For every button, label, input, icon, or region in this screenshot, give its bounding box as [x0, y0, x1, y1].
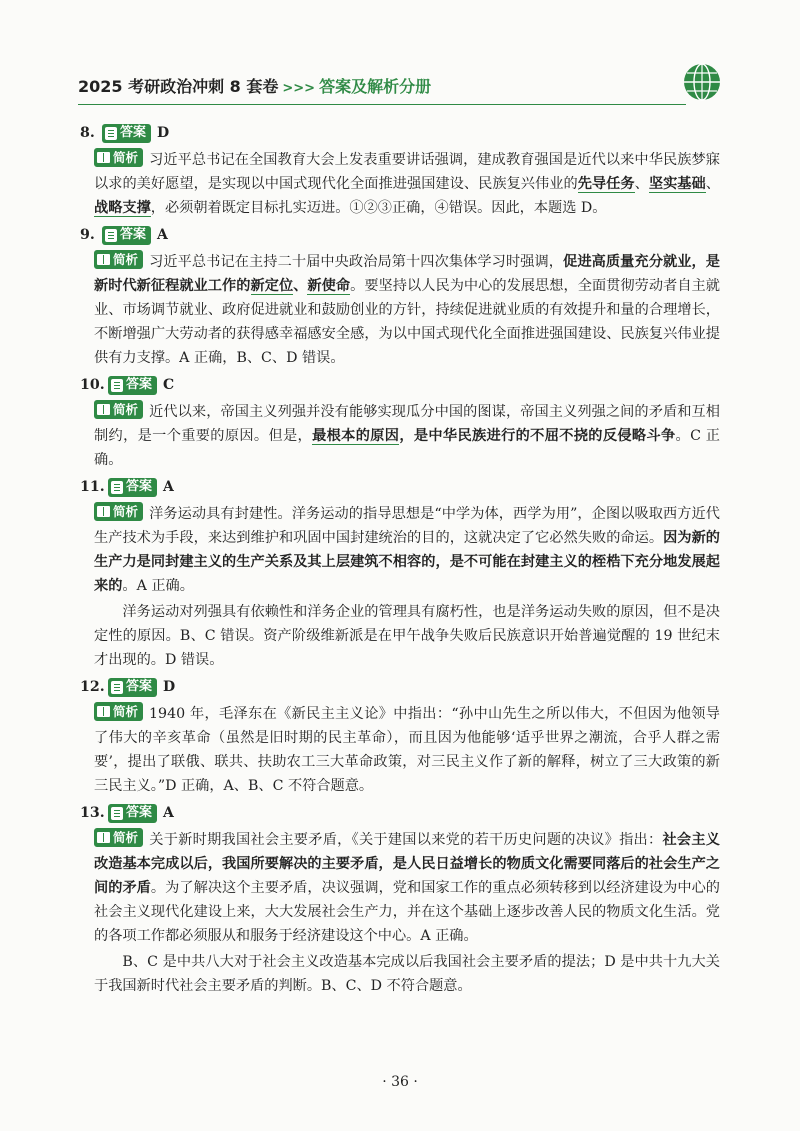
analysis-10 — [80, 400, 720, 472]
analysis-13-continued: B、C 是中共八大对于社会主义改造基本完成以后我国社会主要矛盾的提法；D 是中共十九大关于我国新时代社会主要矛盾的判断。B、C、D 不符合题意。 — [94, 954, 720, 994]
answer-row-10 — [80, 372, 720, 398]
globe-logo-icon — [682, 62, 722, 102]
separator: 、 — [293, 278, 308, 294]
analysis-tag — [94, 702, 143, 721]
book-icon — [97, 506, 110, 517]
analysis-13 — [80, 828, 720, 948]
analysis-label: 简析 — [113, 504, 139, 519]
answer-row-13 — [80, 800, 720, 826]
analysis-label: 简析 — [113, 252, 139, 267]
question-number: 8. — [80, 125, 95, 141]
question-number: 11. — [80, 479, 105, 495]
separator: 、 — [705, 176, 720, 192]
key-term: 坚实基础 — [648, 176, 706, 192]
emphasis-text: 因为新的生产力是同封建主义的生产关系及其上层建筑不相容的，是不可能在封建主义的桎梏下充分地发展起来的 — [94, 530, 720, 594]
analysis-text: 。要坚持以人民为中心的发展思想，全面贯彻劳动者自主就业、市场调节就业、政府促进就业和鼓励创业的方针，持续促进就业质的有效提升和量的合理增长，不断增强广大劳动者的获得感幸福感安全感，为以中国式现代化全面推进强国建设、民族复兴伟业提供有力支撑。A 正确，B、C、D 错误。 — [94, 278, 720, 366]
book-title: 2025 考研政治冲刺 8 套卷 — [78, 77, 279, 96]
pencil-note-icon — [105, 229, 117, 242]
analysis-text: 。A 正确。 — [122, 578, 194, 594]
key-term: 战略支撑 — [94, 200, 151, 216]
answers-content — [80, 118, 720, 998]
question-number: 9. — [80, 227, 95, 243]
answer-row-12 — [80, 674, 720, 700]
key-term: 最根本的原因 — [312, 428, 400, 444]
answer-tag — [108, 678, 157, 697]
pencil-note-icon — [111, 807, 123, 820]
answer-row-8 — [80, 120, 720, 146]
analysis-label: 简析 — [113, 830, 139, 845]
analysis-tag — [94, 828, 143, 847]
analysis-11 — [80, 502, 720, 598]
emphasis-text: 促进高质量充分就业，是新时代新征程就业工作的 — [94, 254, 720, 294]
analysis-text: 1940 年，毛泽东在《新民主主义论》中指出：“孙中山先生之所以伟大，不但因为他领导了伟大的辛亥革命（虽然是旧时期的民主革命），而且因为他能够‘适乎世界之潮流，合乎人群之需要’，提出了联俄、联共、扶助农工三大革命政策，对三民主义作了新的解释，树立了三大政策的新三民主义。”D 正确，A、B、C 不符合题意。 — [94, 706, 720, 794]
question-number: 12. — [80, 679, 105, 695]
analysis-tag — [94, 400, 143, 419]
header-rule — [78, 104, 686, 105]
analysis-text: ，必须朝着既定目标扎实迈进。①②③正确，④错误。因此，本题选 D。 — [150, 200, 607, 216]
analysis-12 — [80, 702, 720, 798]
page-header — [78, 58, 722, 114]
answer-label: 答案 — [120, 227, 147, 242]
analysis-9 — [80, 250, 720, 370]
analysis-text: 。为了解决这个主要矛盾，决议强调，党和国家工作的重点必须转移到以经济建设为中心的社会主义现代化建设上来，大大发展社会生产力，并在这个基础上逐步改善人民的物质文化生活。党的各项工作都必须服从和服务于经济建设这个中心。A 正确。 — [94, 880, 720, 944]
book-icon — [97, 254, 110, 265]
question-number: 13. — [80, 805, 105, 821]
analysis-label: 简析 — [113, 704, 139, 719]
separator: 、 — [634, 176, 649, 192]
answer-letter: A — [157, 227, 168, 243]
analysis-8 — [80, 148, 720, 220]
answer-tag — [108, 478, 157, 497]
header-arrows: >>> — [282, 81, 316, 96]
pencil-note-icon — [105, 127, 117, 140]
analysis-label: 简析 — [113, 402, 139, 417]
pencil-note-icon — [111, 379, 123, 392]
answer-letter: A — [163, 805, 174, 821]
answer-letter: D — [163, 679, 176, 695]
book-icon — [97, 832, 110, 843]
answer-label: 答案 — [126, 479, 153, 494]
key-term: 新使命 — [307, 278, 351, 294]
analysis-text: 洋务运动具有封建性。洋务运动的指导思想是“中学为体，西学为用”，企图以吸取西方近代生产技术为手段，来达到维护和巩固中国封建统治的目的，这就决定了它必然失败的命运。 — [94, 506, 720, 546]
analysis-text: 近代以来，帝国主义列强并没有能够实现瓜分中国的图谋，帝国主义列强之间的矛盾和互相制约，是一个重要的原因。但是， — [94, 404, 720, 444]
answer-label: 答案 — [126, 377, 153, 392]
analysis-tag — [94, 250, 143, 269]
analysis-11-continued: 洋务运动对列强具有依赖性和洋务企业的管理具有腐朽性，也是洋务运动失败的原因，但不是决定性的原因。B、C 错误。资产阶级维新派是在甲午战争失败后民族意识开始普遍觉醒的 19 世纪末才出现的。D 错误。 — [94, 604, 720, 668]
answer-letter: C — [163, 377, 175, 393]
answer-label: 答案 — [126, 679, 153, 694]
analysis-tag — [94, 502, 143, 521]
page-number: · 36 · — [382, 1074, 418, 1090]
book-icon — [97, 404, 110, 415]
answer-tag — [108, 804, 157, 823]
answer-row-11 — [80, 474, 720, 500]
answer-letter: A — [163, 479, 174, 495]
answer-letter: D — [157, 125, 170, 141]
emphasis-text: ，是中华民族进行的不屈不挠的反侵略斗争 — [399, 428, 676, 444]
analysis-text: 。C 正确。 — [94, 428, 720, 468]
header-subtitle: 答案及解析分册 — [319, 77, 432, 96]
analysis-text: 习近平总书记在全国教育大会上发表重要讲话强调，建成教育强国是近代以来中华民族梦寐以求的美好愿望，是实现以中国式现代化全面推进强国建设、民族复兴伟业的 — [94, 152, 720, 192]
analysis-text: 关于新时期我国社会主要矛盾，《关于建国以来党的若干历史问题的决议》指出： — [149, 832, 663, 848]
answer-row-9 — [80, 222, 720, 248]
key-term: 先导任务 — [577, 176, 635, 192]
emphasis-text: 社会主义改造基本完成以后，我国所要解决的主要矛盾，是人民日益增长的物质文化需要同落后的社会生产之间的矛盾 — [94, 832, 720, 896]
header-title — [78, 74, 431, 97]
pencil-note-icon — [111, 481, 123, 494]
analysis-text: 习近平总书记在主持二十届中央政治局第十四次集体学习时强调， — [149, 254, 564, 270]
book-icon — [97, 152, 110, 163]
pencil-note-icon — [111, 681, 123, 694]
key-term: 新定位 — [250, 278, 294, 294]
analysis-label: 简析 — [113, 150, 139, 165]
answer-tag — [102, 124, 151, 143]
answer-tag — [108, 376, 157, 395]
question-number: 10. — [80, 377, 105, 393]
book-icon — [97, 706, 110, 717]
analysis-tag — [94, 148, 143, 167]
answer-label: 答案 — [120, 125, 147, 140]
answer-label: 答案 — [126, 805, 153, 820]
answer-tag — [102, 226, 151, 245]
